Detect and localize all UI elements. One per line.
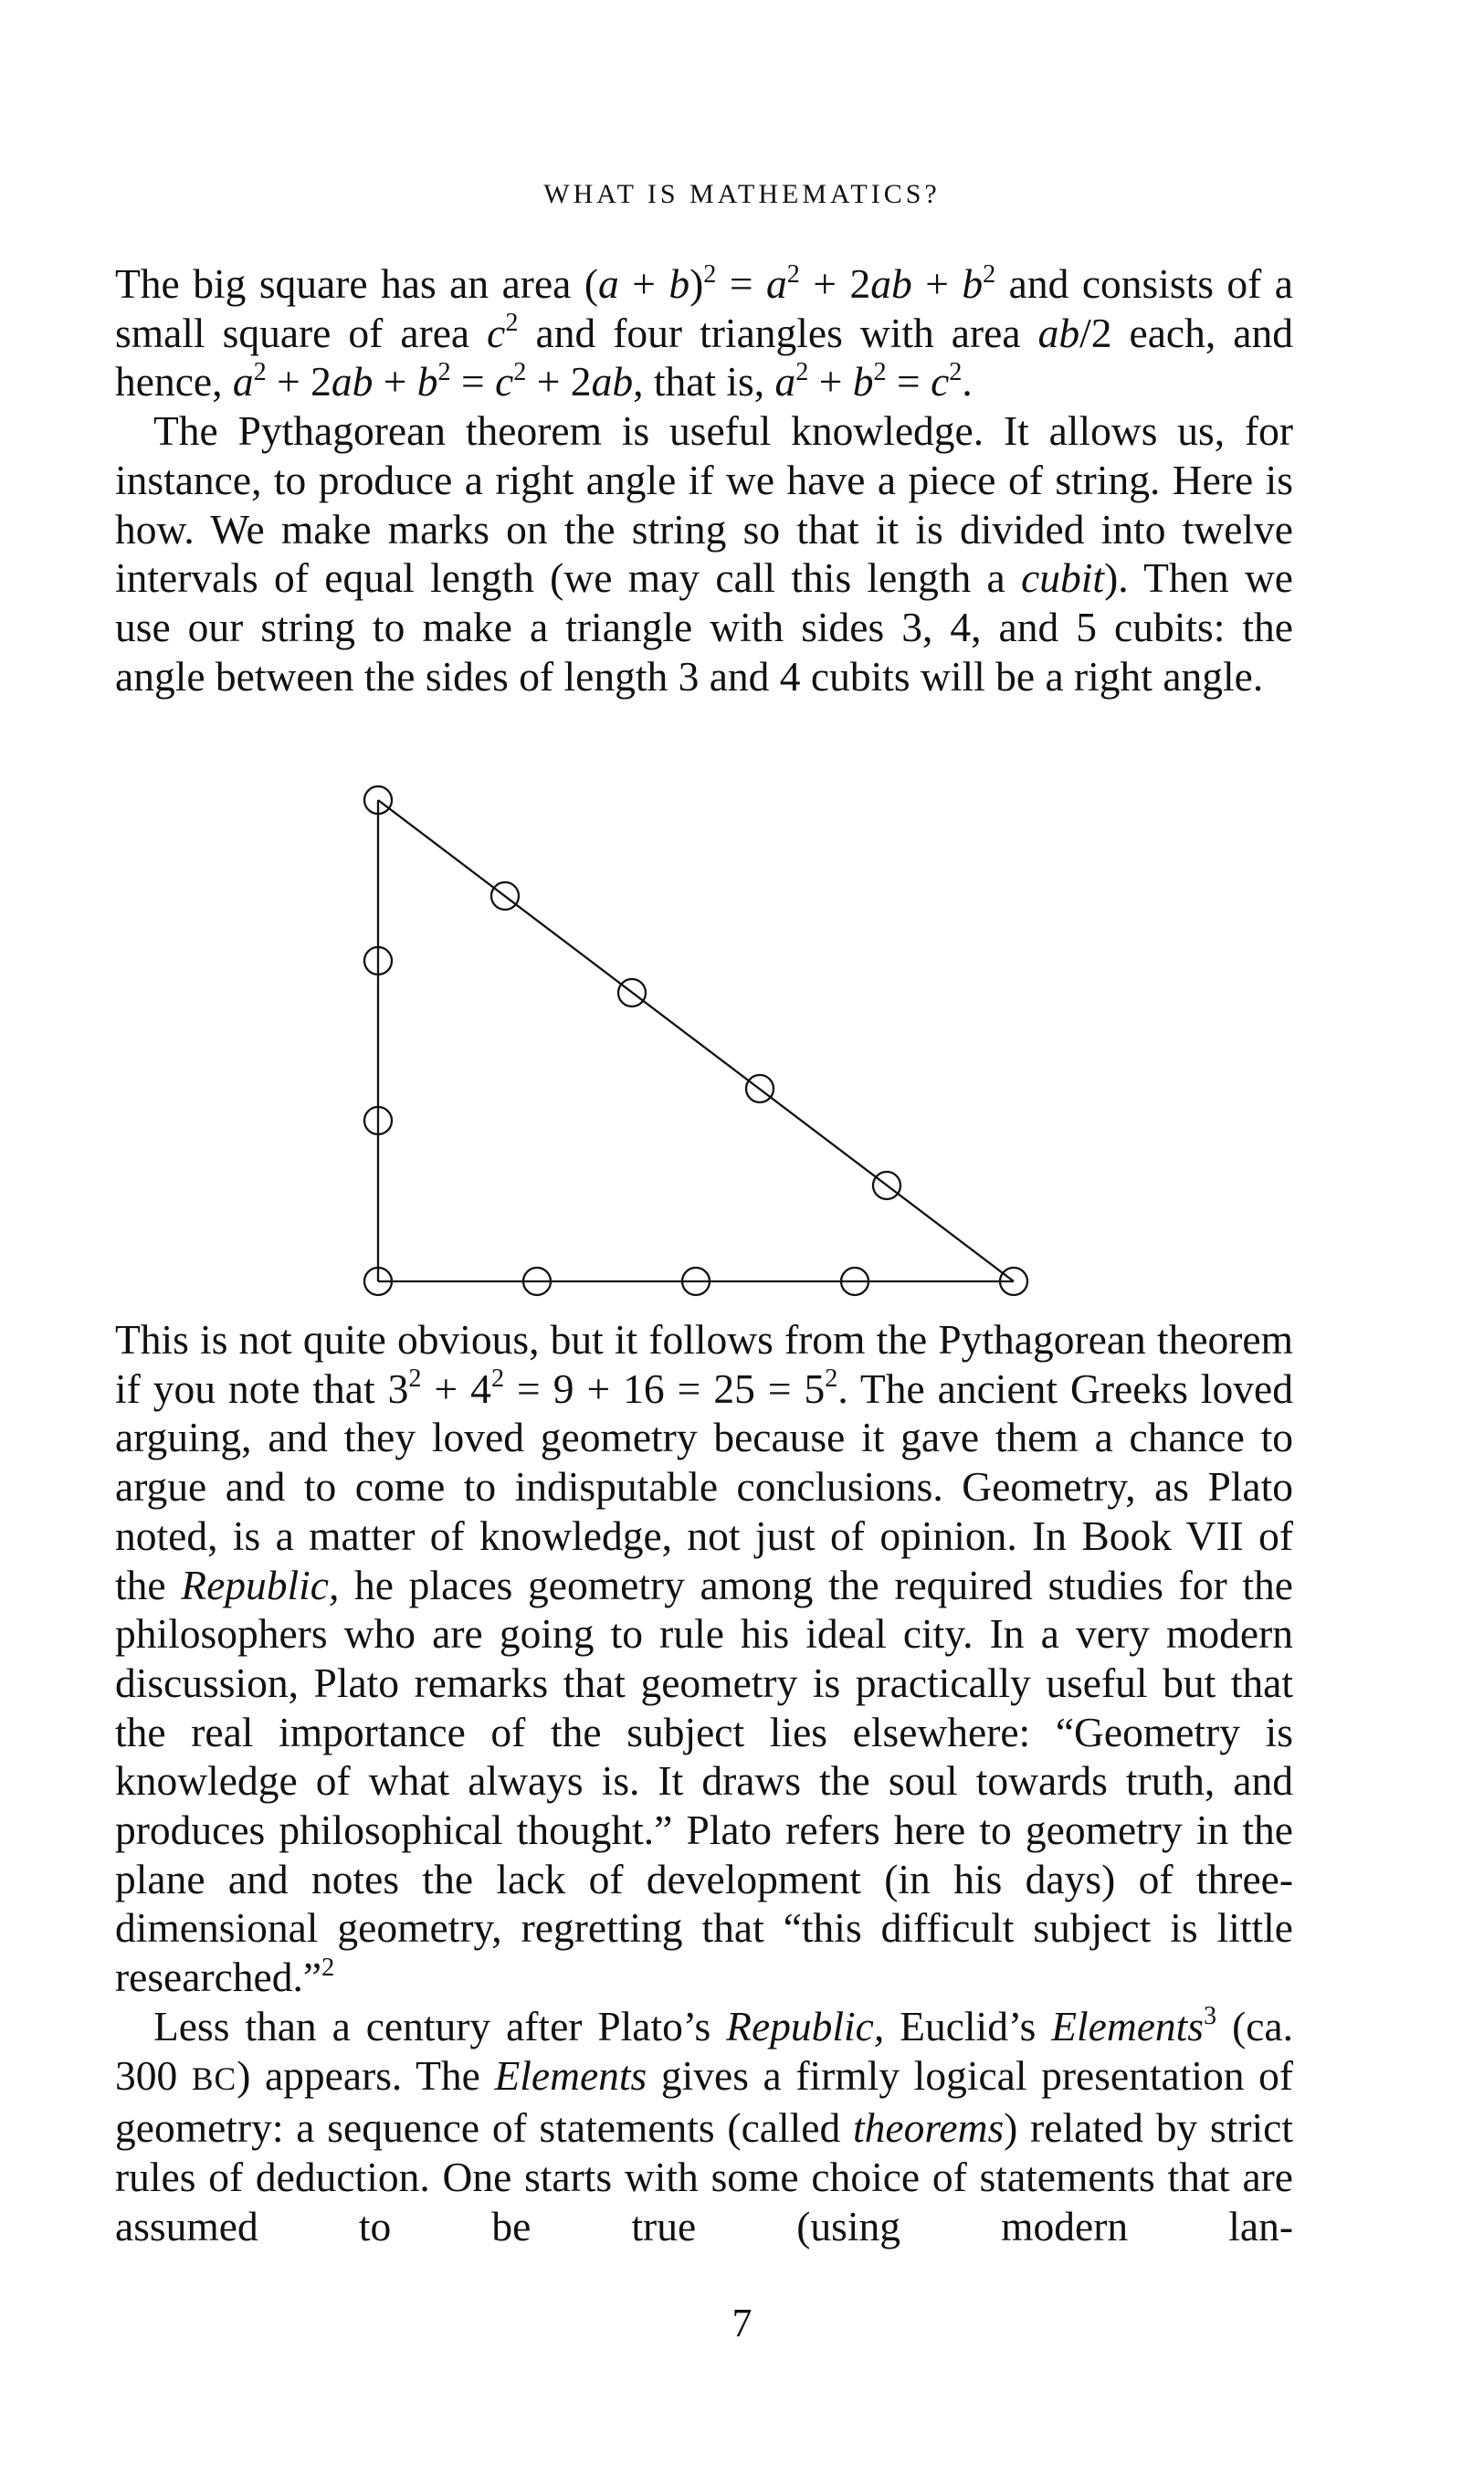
triangle-side-hypotenuse <box>378 800 1014 1281</box>
string-knot <box>873 1172 900 1199</box>
text-block-top <box>115 259 1293 701</box>
string-knot <box>618 979 646 1006</box>
paragraph-string-right-angle: The Pythagorean theorem is useful knowledge. It allows us, for instance, to produce a right angle if we have a piece of string. Here is how. We make marks on the string so that it is divided into twelve intervals of equal length (we may call this length a cubit). Then we use our string to make a triangle with sides 3, 4, and 5 cubits: the angle between the sides of length 3 and 4 cubits will be a right angle. <box>115 407 1293 700</box>
footnote-ref-3: 3 <box>1204 2002 1217 2031</box>
string-knot <box>523 1268 551 1295</box>
string-knot <box>364 786 392 814</box>
string-knot <box>364 947 392 975</box>
paragraph-plato-geometry: This is not quite obvious, but it follows from the Pythagorean theorem if you note that $3^2 + 4^2 = 9 + 16 = 25 = 5^2$. The ancient Greeks loved arguing, and they loved geometry because it gave them a chance to argue and to come to indisputable conclusions. Geometry, as Plato noted, is a matter of knowledge, not just of opinion. In Book VII of the Republic, he places geometry among the required studies for the philosophers who are going to rule his ideal city. In a very modern discussion, Plato remarks that geometry is practically useful but that the real importance of the subject lies elsewhere: “Geometry is knowledge of what always is. It draws the soul towards truth, and produces philosophical thought.” Plato refers here to geometry in the plane and notes the lack of development (in his days) of three-dimensional geometry, regretting that “this difficult subject is little researched.”$^2$ <box>115 1316 1293 2001</box>
string-knot <box>682 1268 710 1295</box>
string-knot <box>1000 1268 1027 1295</box>
string-knot <box>364 1107 392 1134</box>
string-knot <box>491 882 519 910</box>
paragraph-euclid-elements: Less than a century after Plato’s Republic, Euclid’s Elements$^3$ (ca. 300 BC) appears. The Elements gives a firmly logical presentation of geometry: a sequence of statements (called theorems) related by strict rules of deduction. One starts with some choice of statements that are assumed to be true (using modern lan- <box>115 2002 1293 2249</box>
string-knot <box>841 1268 868 1295</box>
text-block-bottom <box>115 1315 1293 2250</box>
paragraph-area-proof: The big square has an area $(a + b)^2 = a^2 + 2ab + b^2$ and consists of a small square of area $c^2$ and four triangles with area ab/2 each, and hence, $a^2 + 2ab + b^2 = c^2 + 2ab$, that is, $a^2 + b^2 = c^2$. <box>115 259 1293 406</box>
running-head: WHAT IS MATHEMATICS? <box>543 179 941 209</box>
string-knot <box>746 1075 774 1102</box>
string-knot <box>364 1268 392 1295</box>
footnote-ref-2: 2 <box>321 1953 335 1982</box>
page-number: 7 <box>731 2301 753 2345</box>
